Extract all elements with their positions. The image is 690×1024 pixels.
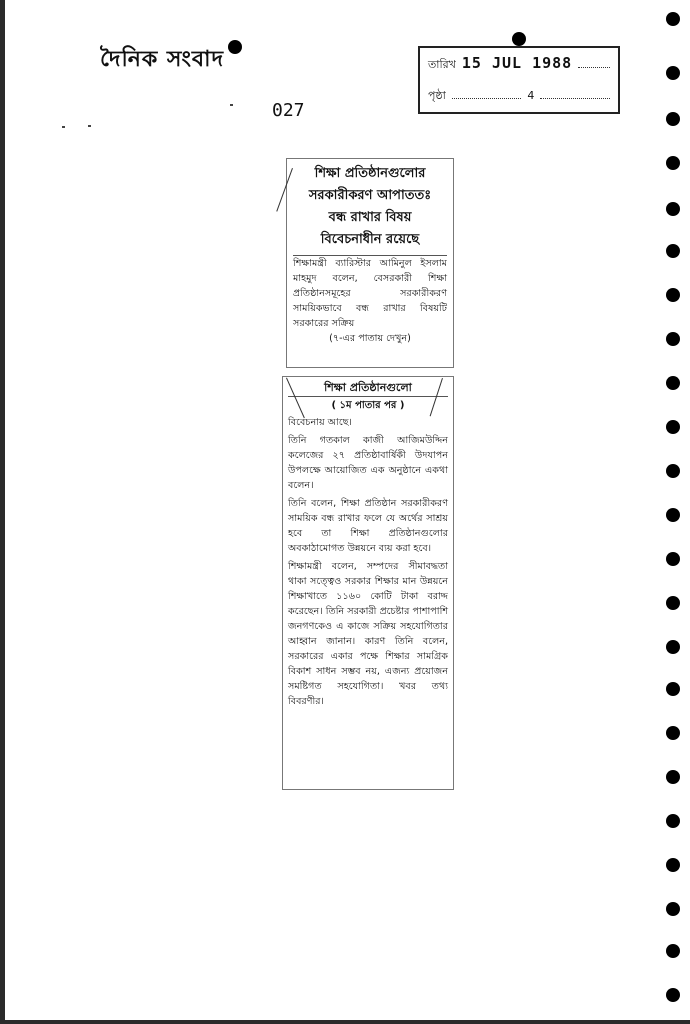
punch-hole xyxy=(666,640,680,654)
stamp-dotted-line xyxy=(452,88,522,99)
headline-line: শিক্ষা প্রতিষ্ঠানগুলোর xyxy=(314,166,426,181)
punch-hole xyxy=(666,112,680,126)
news-clipping-continuation xyxy=(282,376,454,790)
stamp-page-label: পৃষ্ঠা xyxy=(428,89,446,102)
punch-hole xyxy=(666,944,680,958)
news-clipping-main xyxy=(286,158,454,368)
punch-hole xyxy=(666,156,680,170)
pin-mark xyxy=(512,32,526,46)
punch-hole xyxy=(666,376,680,390)
body-paragraph: তিনি গতকাল কাজী আজিমউদ্দিন কলেজের ২৭ প্রতিষ্ঠাবার্ষিকী উদযাপন উপলক্ষে আয়োজিত এক অনুষ্ঠানে একথা বলেন। xyxy=(288,435,448,491)
punch-hole xyxy=(666,988,680,1002)
punch-hole xyxy=(666,858,680,872)
scan-edge-bottom xyxy=(0,1020,690,1024)
stamp-date-label: তারিখ xyxy=(428,58,456,71)
clipping-body: শিক্ষামন্ত্রী ব্যারিস্টার আমিনুল ইসলাম মাহমুদ বলেন, বেসরকারী শিক্ষা প্রতিষ্ঠানসমূহের সরকারীকরণ সাময়িকভাবে বন্ধ রাখার বিষয়টি সরকারের সক্রিয় xyxy=(293,258,447,329)
scan-edge-left xyxy=(0,0,5,1024)
punch-hole xyxy=(666,12,680,26)
continuation-body xyxy=(288,415,448,709)
stamp-page-value: 4 xyxy=(527,89,535,102)
punch-hole xyxy=(666,66,680,80)
scan-speck xyxy=(62,126,65,128)
punch-hole xyxy=(666,202,680,216)
date-stamp xyxy=(418,46,620,114)
punch-hole xyxy=(666,244,680,258)
body-paragraph: তিনি বলেন, শিক্ষা প্রতিষ্ঠান সরকারীকরণ সাময়িক বন্ধ রাখার ফলে যে অর্থের সাশ্রয় হবে তা শিক্ষা প্রতিষ্ঠানগুলোর অবকাঠামোগত উন্নয়নে ব্যয় করা হবে। xyxy=(288,498,448,554)
punch-hole xyxy=(666,464,680,478)
scan-speck xyxy=(88,125,91,127)
punch-hole xyxy=(666,508,680,522)
page-number: 027 xyxy=(272,100,305,121)
punch-hole xyxy=(666,596,680,610)
punch-hole xyxy=(666,332,680,346)
stamp-date-value: 15 JUL 1988 xyxy=(461,54,573,72)
stamp-dotted-line xyxy=(540,88,610,99)
headline-line: বিবেচনাধীন রয়েছে xyxy=(320,232,420,247)
punch-hole xyxy=(666,288,680,302)
continued-from-note: ( ১ম পাতার পর ) xyxy=(331,400,405,411)
punch-hole xyxy=(666,420,680,434)
body-paragraph: বিবেচনায় আছে। xyxy=(288,417,352,428)
stamp-page-row xyxy=(428,87,610,106)
continuation-kicker: শিক্ষা প্রতিষ্ঠানগুলো xyxy=(288,380,448,397)
pin-mark xyxy=(228,40,242,54)
binder-holes xyxy=(666,6,682,1016)
scan-speck xyxy=(230,104,233,106)
punch-hole xyxy=(666,770,680,784)
body-paragraph: শিক্ষামন্ত্রী বলেন, সম্পদের সীমাবদ্ধতা থাকা সত্ত্বেও সরকার শিক্ষার মান উন্নয়নে শিক্ষাখাতে ১১৬০ কোটি টাকা বরাদ্দ করেছেন। তিনি সরকারী প্রচেষ্টার পাশাপাশি জনগণকেও এ কাজে সক্রিয় সহযোগিতার আহ্বান জানান। কারণ তিনি বলেন, সরকারের একার পক্ষে শিক্ষার সামগ্রিক বিকাশ সাধন সম্ভব নয়, এজন্য প্রয়োজন সমষ্টিগত সহযোগিতা। খবর তথ্য বিবরণীর। xyxy=(288,561,448,707)
punch-hole xyxy=(666,726,680,740)
continued-note: (৭-এর পাতায় দেখুন) xyxy=(329,333,411,344)
newspaper-masthead: দৈনিক সংবাদ xyxy=(100,46,225,72)
headline-line: সরকারীকরণ আপাততঃ xyxy=(308,188,432,203)
headline-line: বন্ধ রাখার বিষয় xyxy=(328,210,412,225)
punch-hole xyxy=(666,552,680,566)
punch-hole xyxy=(666,814,680,828)
punch-hole xyxy=(666,902,680,916)
stamp-date-row xyxy=(428,54,610,75)
punch-hole xyxy=(666,682,680,696)
stamp-dotted-line xyxy=(578,57,610,68)
clipping-headline xyxy=(293,163,447,256)
